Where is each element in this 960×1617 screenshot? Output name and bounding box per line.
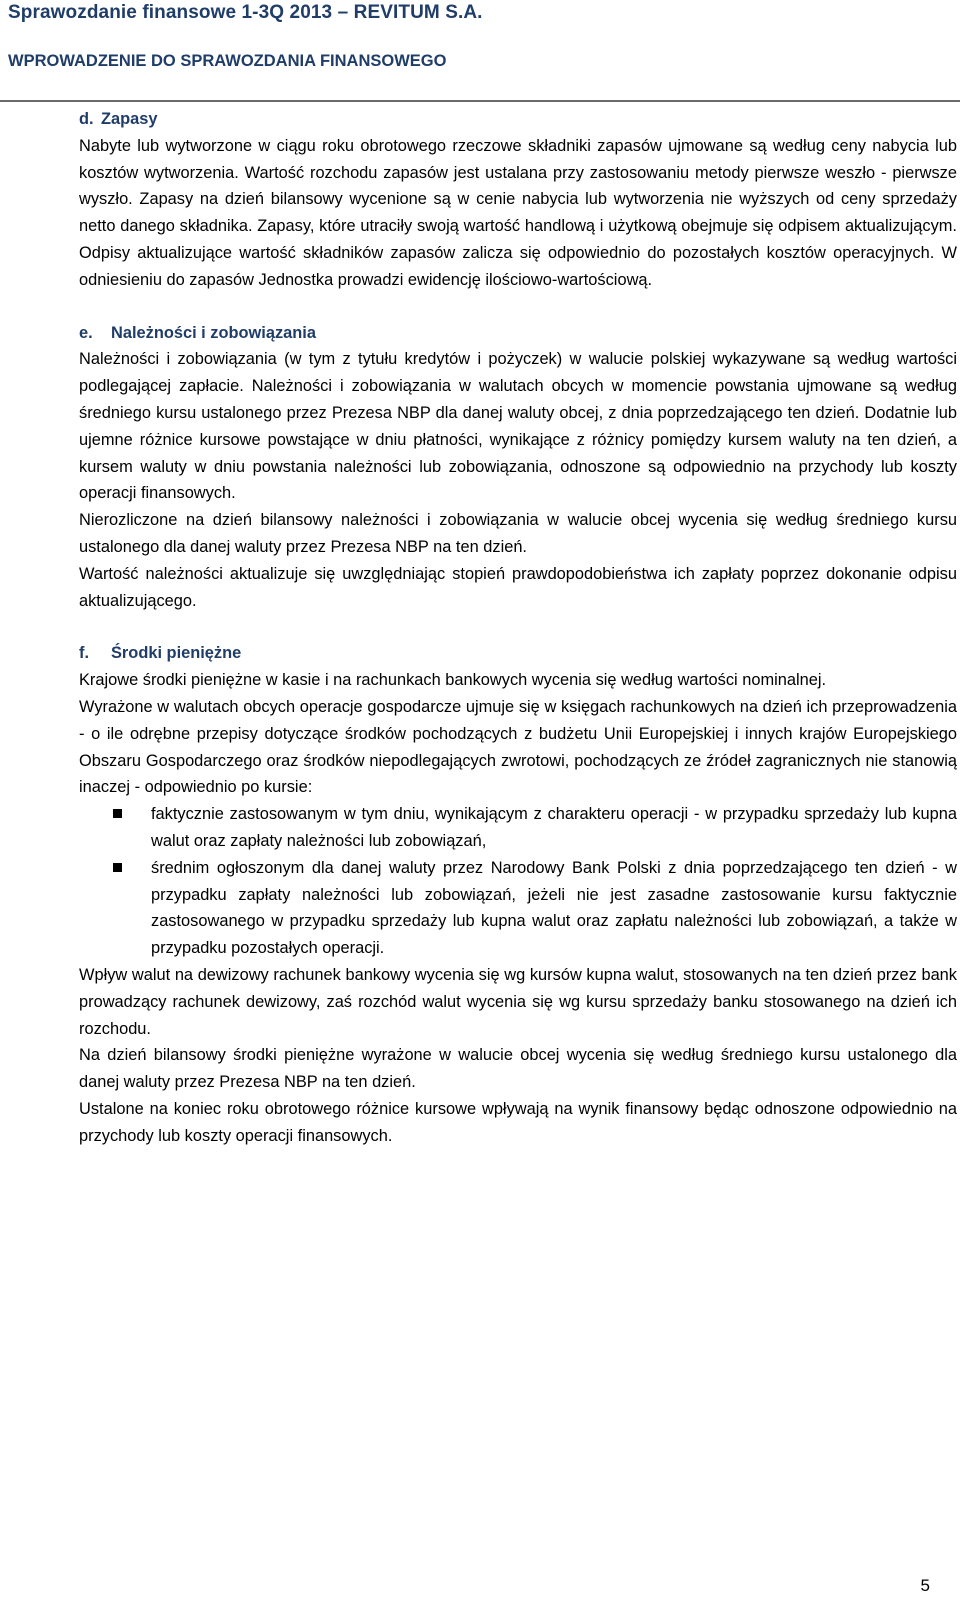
page-number: 5 <box>920 1576 930 1595</box>
section-zapasy <box>79 106 957 294</box>
paragraph: Na dzień bilansowy środki pieniężne wyrażone w walucie obcej wycenia się według średniego kursu ustalonego dla danej waluty przez Prezesa NBP na ten dzień. <box>79 1046 957 1092</box>
paragraph: Krajowe środki pieniężne w kasie i na rachunkach bankowych wycenia się według wartości nominalnej. <box>79 671 827 690</box>
section-heading <box>79 320 957 347</box>
document-subtitle: WPROWADZENIE DO SPRAWOZDANIA FINANSOWEGO <box>8 52 447 70</box>
list-item-text: średnim ogłoszonym dla danej waluty przez Narodowy Bank Polski z dnia poprzedzającego ten dzień - w przypadku zapłaty należności lub zobowiązań, jeżeli nie jest zasadne zastosowanie kursu faktycznie zastosowanego w przypadku sprzedaży lub kupna walut oraz zapłatu należności lub zobowiązań, a także w przypadku pozostałych operacji. <box>151 858 957 958</box>
section-title: Środki pieniężne <box>111 644 242 663</box>
section-title: Zapasy <box>101 110 158 128</box>
paragraph: Nabyte lub wytworzone w ciągu roku obrotowego rzeczowe składniki zapasów ujmowane są według ceny nabycia lub kosztów wytworzenia. Wartość rozchodu zapasów jest ustalana przy zastosowaniu metody pierwsze weszło - pierwsze wyszło. Zapasy na dzień bilansowy wycenione są w cenie nabycia lub wytworzenia nie wyższych od ceny sprzedaży netto danego składnika. Zapasy, które utraciły swoją wartość handlową i użytkową obejmuje się odpisem aktualizującym. Odpisy aktualizujące wartość składników zapasów zalicza się odpowiednio do pozostałych kosztów operacyjnych. W odniesieniu do zapasów Jednostka prowadzi ewidencję ilościowo-wartościową. <box>79 136 957 289</box>
section-srodki-pieniezne <box>79 640 957 1149</box>
paragraph: Nierozliczone na dzień bilansowy należności i zobowiązania w walucie obcej wycenia się według średniego kursu ustalonego dla danej waluty przez Prezesa NBP na ten dzień. <box>79 511 957 556</box>
list-item <box>79 855 957 962</box>
paragraph: Ustalone na koniec roku obrotowego różnice kursowe wpływają na wynik finansowy będąc odnoszone odpowiednio na przychody lub koszty operacji finansowych. <box>79 1099 957 1145</box>
section-heading <box>79 640 957 667</box>
paragraph: Należności i zobowiązania (w tym z tytułu kredytów i pożyczek) w walucie polskiej wykazywane są według wartości podlegającej zapłacie. Należności i zobowiązania w walutach obcych w momencie powstania ujmowane są według średniego kursu ustalonego przez Prezesa NBP dla danej waluty obcej, z dnia poprzedzającego ten dzień. Dodatnie lub ujemne różnice kursowe powstające w dniu płatności, wynikające z różnicy pomiędzy kursem waluty na ten dzień, a kursem waluty w dniu powstania należności lub zobowiązania, odnoszone są odpowiednio na przychody lub koszty operacji finansowych. <box>79 350 957 503</box>
square-bullet-icon <box>113 863 122 872</box>
paragraph: Wartość należności aktualizuje się uwzględniając stopień prawdopodobieństwa ich zapłaty poprzez dokonanie odpisu aktualizującego. <box>79 564 957 610</box>
section-title: Należności i zobowiązania <box>111 323 316 342</box>
document-body <box>79 106 957 1149</box>
list-item-text: faktycznie zastosowanym w tym dniu, wynikającym z charakteru operacji - w przypadku sprzedaży lub kupna walut oraz zapłaty należności lub zobowiązań, <box>151 805 957 850</box>
section-naleznosci-i-zobowiazania <box>79 320 957 615</box>
paragraph: Wyrażone w walutach obcych operacje gospodarcze ujmuje się w księgach rachunkowych na dzień ich przeprowadzenia - o ile odrębne przepisy dotyczące środków pochodzących z budżetu Unii Europejskiej i innych krajów Europejskiego Obszaru Gospodarczego oraz środków niepodlegających zwrotowi, pochodzących ze źródeł zagranicznych nie stanowią inaczej - odpowiednio po kursie: <box>79 697 957 797</box>
section-letter: d. <box>79 110 94 128</box>
section-letter: e. <box>79 323 93 342</box>
header-divider <box>0 100 960 102</box>
section-heading <box>79 106 957 133</box>
bullet-list <box>79 801 957 962</box>
document-title: Sprawozdanie finansowe 1-3Q 2013 – REVITUM S.A. <box>8 2 483 23</box>
section-letter: f. <box>79 644 90 663</box>
list-item <box>79 801 957 855</box>
paragraph: Wpływ walut na dewizowy rachunek bankowy wycenia się wg kursów kupna walut, stosowanych na ten dzień przez bank prowadzący rachunek dewizowy, zaś rozchód walut wycenia się wg kursu sprzedaży banku stosowanego na dzień ich rozchodu. <box>79 965 957 1038</box>
square-bullet-icon <box>113 809 122 818</box>
